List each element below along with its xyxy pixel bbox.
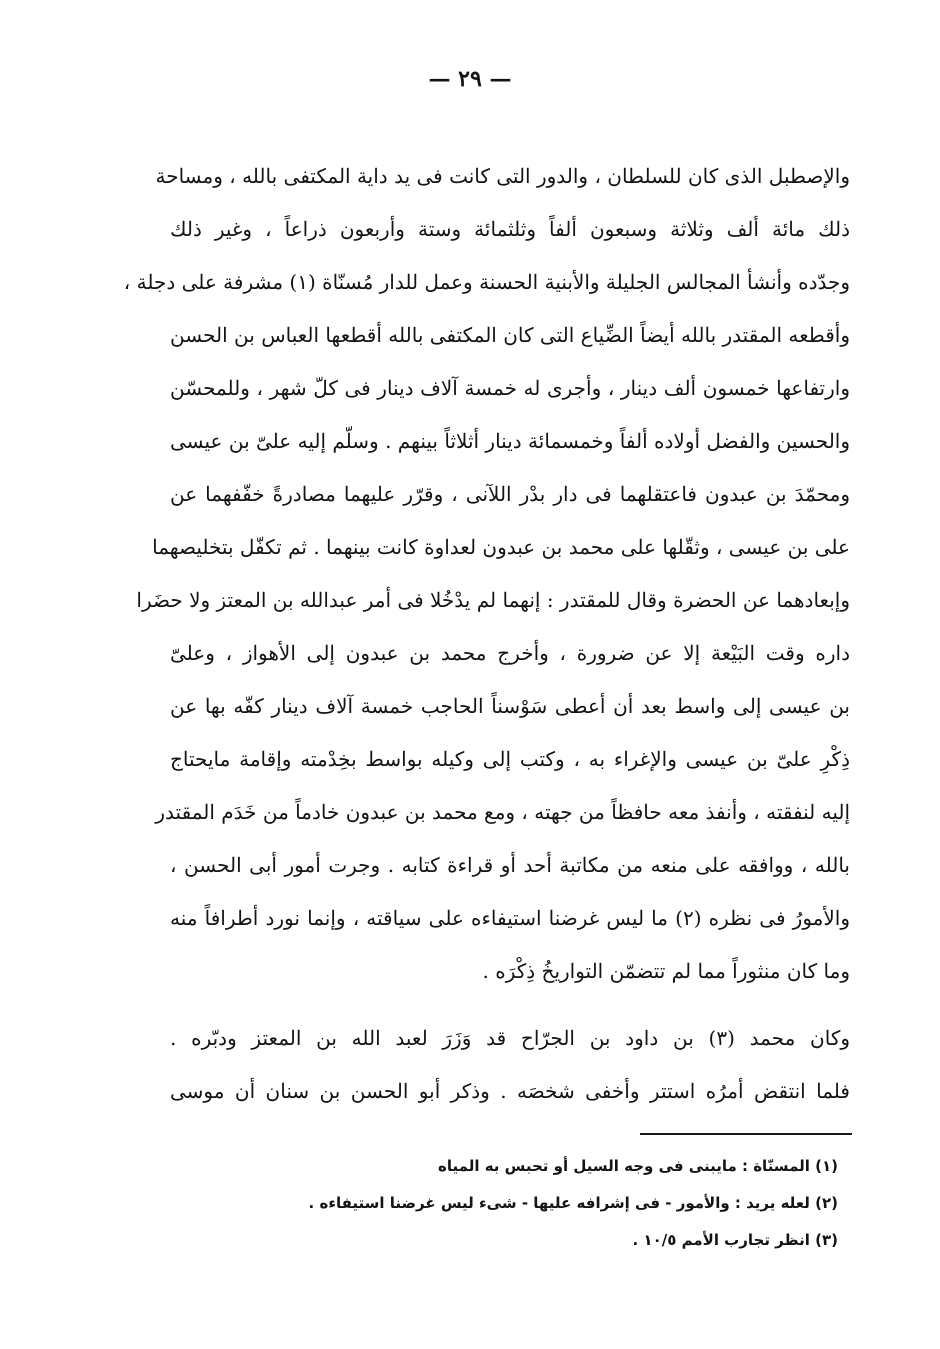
text-line: على بن عيسى ، وثقّلها على محمد بن عبدون لعداوة كانت بينهما . ثم تكفّل بتخليصهما: [152, 535, 850, 559]
text-line: داره وقت البَيْعة إلا عن ضرورة ، وأخرج محمد بن عبدون إلى الأهواز ، وعلىّ: [170, 641, 850, 665]
paragraph-gap: [170, 998, 850, 1012]
text-line: وجدّده وأنشأ المجالس الجليلة والأبنية الحسنة وعمل للدار مُسنّاة (١) مشرفة على دجلة ،: [123, 270, 850, 294]
text-line: وما كان منثوراً مما لم تتضمّن التواريخُ ذِكْرَه .: [482, 959, 850, 983]
footnote-2: (٢) لعله يريد : والأمور - فى إشرافه عليها - شىء ليس غرضنا استيفاءه .: [308, 1194, 838, 1212]
text-line: وأقطعه المقتدر بالله أيضاً الضِّياع التى كان المكتفى بالله أقطعها العباس بن الحسن: [170, 323, 850, 347]
paragraph-1: [123, 150, 851, 998]
footnote-1: (١) المسنّاة : مايبنى فى وجه السيل أو تحبس به المياه: [438, 1157, 838, 1175]
text-line: وارتفاعها خمسون ألف دينار ، وأجرى له خمسة آلاف دينار فى كلّ شهر ، وللمحسّن: [170, 376, 851, 400]
text-line: ومحمّدَ بن عبدون فاعتقلهما فى دار بدْر اللآنى ، وقرّر عليهما مصادرةً خفّفهما عن: [170, 482, 850, 506]
text-line: إليه لنفقته ، وأنفذ معه حافظاً من جهته ، ومع محمد بن عبدون خادماً من خَدَم المقتدر: [155, 800, 850, 824]
text-line: ذِكْرِ علىّ بن عيسى والإغراء به ، وكتب إلى وكيله بواسط بخِدْمته وإقامة مايحتاج: [170, 747, 850, 771]
footnotes: [170, 1148, 838, 1259]
footnote-3: (٣) انظر تجارب الأمم ١٠/٥ .: [632, 1231, 838, 1249]
text-line: والإصطبل الذى كان للسلطان ، والدور التى كانت فى يد داية المكتفى بالله ، ومساحة: [155, 164, 850, 188]
text-line: ذلك مائة ألف وثلاثة وسبعون ألفاً وثلثمائة وستة وأربعون ذراعاً ، وغير ذلك: [170, 217, 850, 241]
text-line: فلما انتقض أمرُه استتر وأخفى شخصَه . وذكر أبو الحسن بن سنان أن موسى: [170, 1079, 850, 1103]
text-line: بالله ، ووافقه على منعه من مكاتبة أحد أو قراءة كتابه . وجرت أمور أبى الحسن ،: [170, 853, 850, 877]
text-line: والحسين والفضل أولاده ألفاً وخمسمائة دينار أثلاثاً بينهم . وسلّم إليه علىّ بن عيسى: [170, 429, 850, 453]
footnote-separator: [640, 1133, 852, 1135]
paragraph-2: [170, 1012, 850, 1118]
text-line: بن عيسى إلى واسط بعد أن أعطى سَوْسناً الحاجب خمسة آلاف دينار كفّه بها عن: [170, 694, 850, 718]
text-line: والأمورُ فى نظره (٢) ما ليس غرضنا استيفاءه على سياقته ، وإنما نورد أطرافاً منه: [170, 906, 850, 930]
text-line: وكان محمد (٣) بن داود بن الجرّاح قد وَزَرَ لعبد الله بن المعتز ودبّره .: [170, 1026, 850, 1050]
page-number: — ٢٩ —: [428, 66, 512, 92]
text-line: وإبعادهما عن الحضرة وقال للمقتدر : إنهما لم يدْخُلا فى أمر عبدالله بن المعتز ولا حضَرا: [136, 588, 850, 612]
main-text: [123, 150, 851, 1118]
